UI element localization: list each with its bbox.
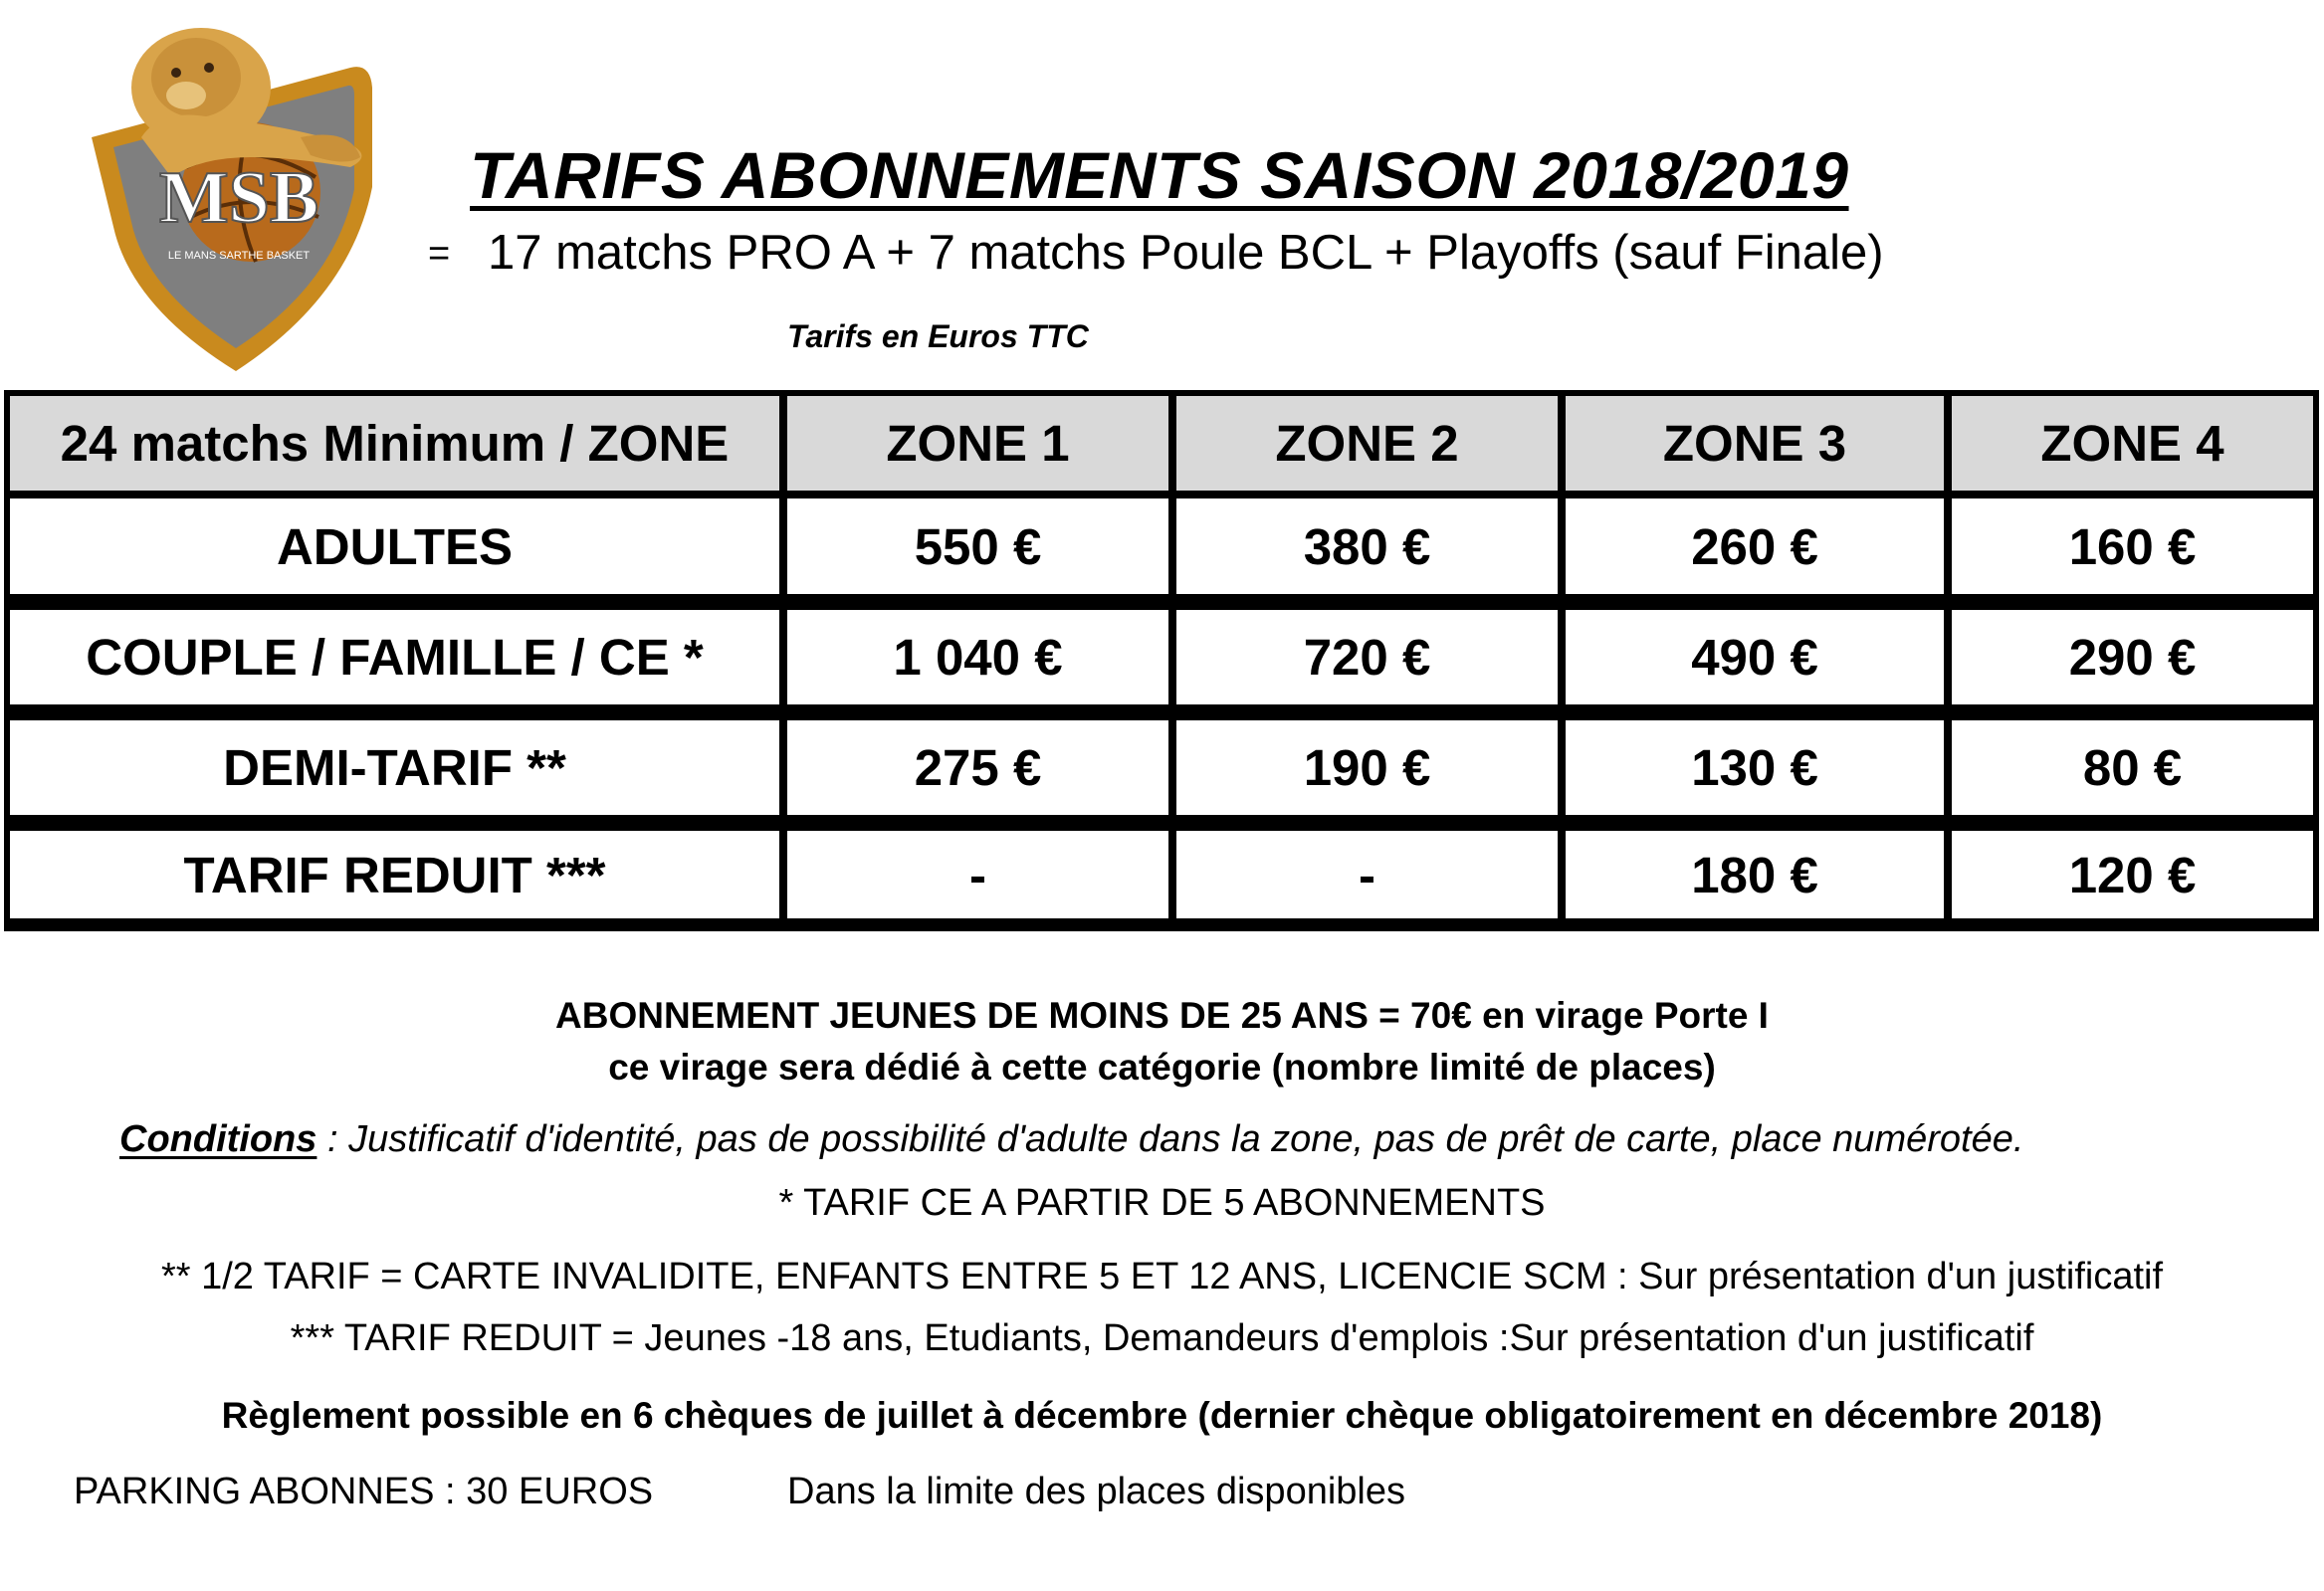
- subtitle: 17 matchs PRO A + 7 matchs Poule BCL + Playoffs (sauf Finale): [488, 226, 1884, 280]
- price-cell: 260 €: [1566, 498, 1944, 594]
- price-cell: 180 €: [1566, 831, 1944, 918]
- youth-subscription-line-2: ce virage sera dédié à cette catégorie (nombre limité de places): [608, 1047, 1716, 1088]
- price-cell: 550 €: [787, 498, 1168, 594]
- table-row: [10, 498, 2313, 594]
- row-label: DEMI-TARIF **: [10, 720, 779, 815]
- ce-note: * TARIF CE A PARTIR DE 5 ABONNEMENTS: [778, 1182, 1546, 1224]
- conditions-label: Conditions: [119, 1118, 317, 1160]
- header-cell-category: 24 matchs Minimum / ZONE: [10, 396, 779, 491]
- price-cell: -: [1176, 831, 1558, 918]
- half-tarif-note: ** 1/2 TARIF = CARTE INVALIDITE, ENFANTS ENTRE 5 ET 12 ANS, LICENCIE SCM : Sur présentation d'un justificatif: [160, 1256, 2164, 1297]
- youth-subscription-line-1: ABONNEMENT JEUNES DE MOINS DE 25 ANS = 70€ en virage Porte I: [555, 995, 1769, 1036]
- price-cell: 190 €: [1176, 720, 1558, 815]
- table-header-row: [10, 396, 2313, 491]
- payment-note: Règlement possible en 6 chèques de juillet à décembre (dernier chèque obligatoirement en décembre 2018): [221, 1395, 2103, 1436]
- svg-text:MSB: MSB: [158, 157, 319, 239]
- msb-logo: [52, 18, 430, 376]
- header-cell-zone-3: ZONE 3: [1566, 396, 1944, 491]
- tarif-note: Tarifs en Euros TTC: [787, 318, 1089, 354]
- price-cell: 290 €: [1952, 610, 2313, 704]
- table-row: [10, 720, 2313, 815]
- row-label: ADULTES: [10, 498, 779, 594]
- reduced-tarif-note: *** TARIF REDUIT = Jeunes -18 ans, Etudiants, Demandeurs d'emplois :Sur présentation d'un justificatif: [290, 1317, 2034, 1359]
- parking-note: Dans la limite des places disponibles: [787, 1471, 1405, 1512]
- price-cell: 275 €: [787, 720, 1168, 815]
- price-cell: 720 €: [1176, 610, 1558, 704]
- price-cell: 1 040 €: [787, 610, 1168, 704]
- table-row: [10, 831, 2313, 918]
- price-cell: 130 €: [1566, 720, 1944, 815]
- lion-shield-icon: [52, 18, 430, 376]
- header-cell-zone-1: ZONE 1: [787, 396, 1168, 491]
- price-cell: 120 €: [1952, 831, 2313, 918]
- conditions-line: [119, 1118, 2023, 1161]
- page-title: TARIFS ABONNEMENTS SAISON 2018/2019: [470, 138, 1849, 212]
- price-cell: 380 €: [1176, 498, 1558, 594]
- header-cell-zone-2: ZONE 2: [1176, 396, 1558, 491]
- row-label: TARIF REDUIT ***: [10, 831, 779, 918]
- price-cell: -: [787, 831, 1168, 918]
- conditions-text: : Justificatif d'identité, pas de possibilité d'adulte dans la zone, pas de prêt de carte, place numérotée.: [317, 1118, 2024, 1160]
- parking-price: PARKING ABONNES : 30 EUROS: [74, 1471, 654, 1512]
- svg-text:LE MANS SARTHE BASKET: LE MANS SARTHE BASKET: [167, 250, 311, 262]
- header-cell-zone-4: ZONE 4: [1952, 396, 2313, 491]
- table-row: [10, 610, 2313, 704]
- row-label: COUPLE / FAMILLE / CE *: [10, 610, 779, 704]
- subtitle-bullet: =: [428, 233, 451, 275]
- price-table: [4, 390, 2319, 931]
- price-cell: 80 €: [1952, 720, 2313, 815]
- price-cell: 160 €: [1952, 498, 2313, 594]
- price-cell: 490 €: [1566, 610, 1944, 704]
